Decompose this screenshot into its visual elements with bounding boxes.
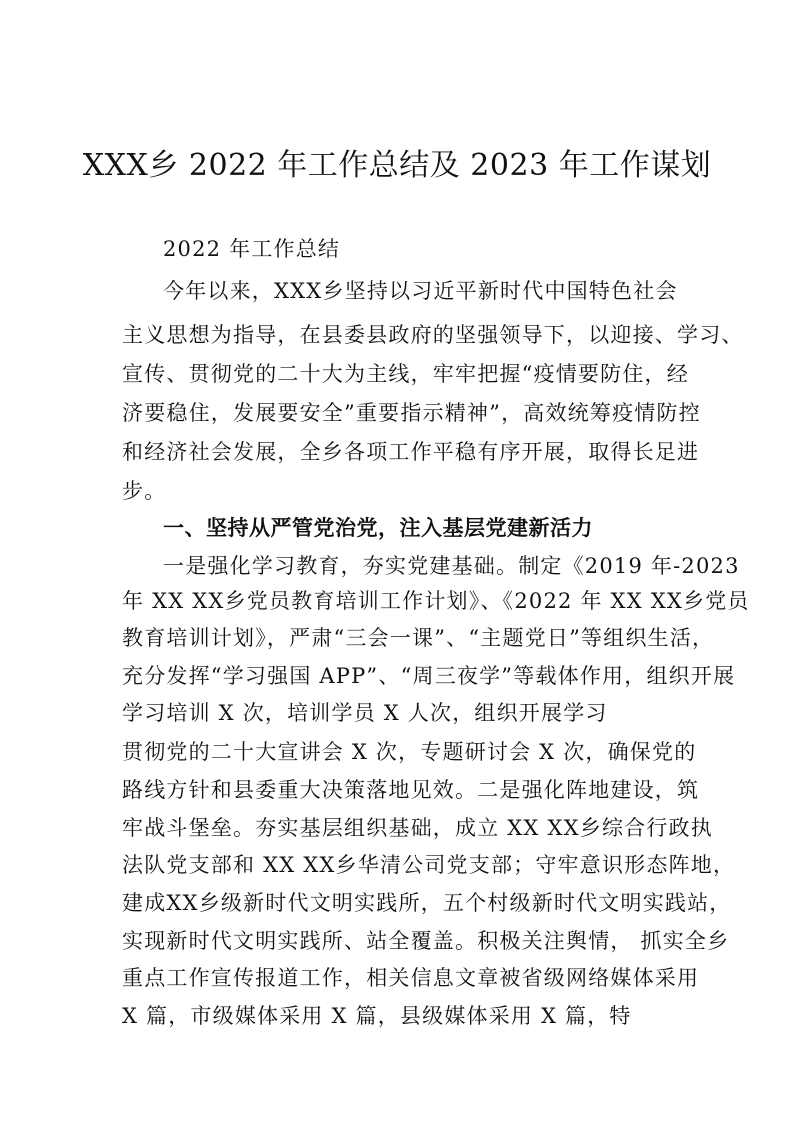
- paragraph-line: 年 XX XX乡党员教育培训工作计划》、《2022 年 XX XX乡党员: [122, 589, 750, 613]
- paragraph-line: X 篇，市级媒体采用 X 篇，县级媒体采用 X 篇，特: [122, 1004, 632, 1028]
- paragraph-line: 济要稳住，发展要安全”重要指示精神”，高效统筹疫情防控: [122, 401, 701, 425]
- paragraph-line: 学习培训 X 次，培训学员 X 人次，组织开展学习: [122, 701, 608, 725]
- paragraph-line: 一是强化学习教育，夯实党建基础。制定《2019 年-2023: [163, 554, 740, 578]
- paragraph-line: 重点工作宣传报道工作，相关信息文章被省级网络媒体采用: [122, 966, 700, 990]
- paragraph-line: 牢战斗堡垒。夯实基层组织基础，成立 XX XX乡综合行政执: [122, 816, 713, 840]
- paragraph-line: 教育培训计划》，严肃“三会一课”、“主题党日”等组织生活，: [122, 626, 715, 650]
- paragraph-line: 和经济社会发展，全乡各项工作平稳有序开展，取得长足进: [122, 440, 700, 464]
- paragraph-line: 今年以来，XXX乡坚持以习近平新时代中国特色社会: [163, 279, 678, 303]
- section-heading: 一、坚持从严管党治党，注入基层党建新活力: [163, 516, 593, 540]
- paragraph-line: 宣传、贯彻党的二十大为主线，牢牢把握“疫情要防住，经: [122, 362, 689, 386]
- paragraph-line: 建成XX乡级新时代文明实践所，五个村级新时代文明实践站，: [122, 891, 732, 915]
- paragraph-line: 步。: [122, 479, 167, 503]
- paragraph-line: 路线方针和县委重大决策落地见效。二是强化阵地建设，筑: [122, 778, 700, 802]
- paragraph-line: 充分发挥“学习强国 APP”、“周三夜学”等载体作用，组织开展: [122, 664, 736, 688]
- paragraph-line: 贯彻党的二十大宣讲会 X 次，专题研讨会 X 次，确保党的: [122, 740, 697, 764]
- document-title: XXX乡 2022 年工作总结及 2023 年工作谋划: [82, 148, 712, 183]
- section-subtitle: 2022 年工作总结: [163, 237, 341, 261]
- paragraph-line: 法队党支部和 XX XX乡华清公司党支部；守牢意识形态阵地，: [122, 853, 736, 877]
- paragraph-line: 实现新时代文明实践所、站全覆盖。积极关注舆情， 抓实全乡: [122, 929, 730, 953]
- paragraph-line: 主义思想为指导，在县委县政府的坚强领导下，以迎接、学习、: [122, 323, 744, 347]
